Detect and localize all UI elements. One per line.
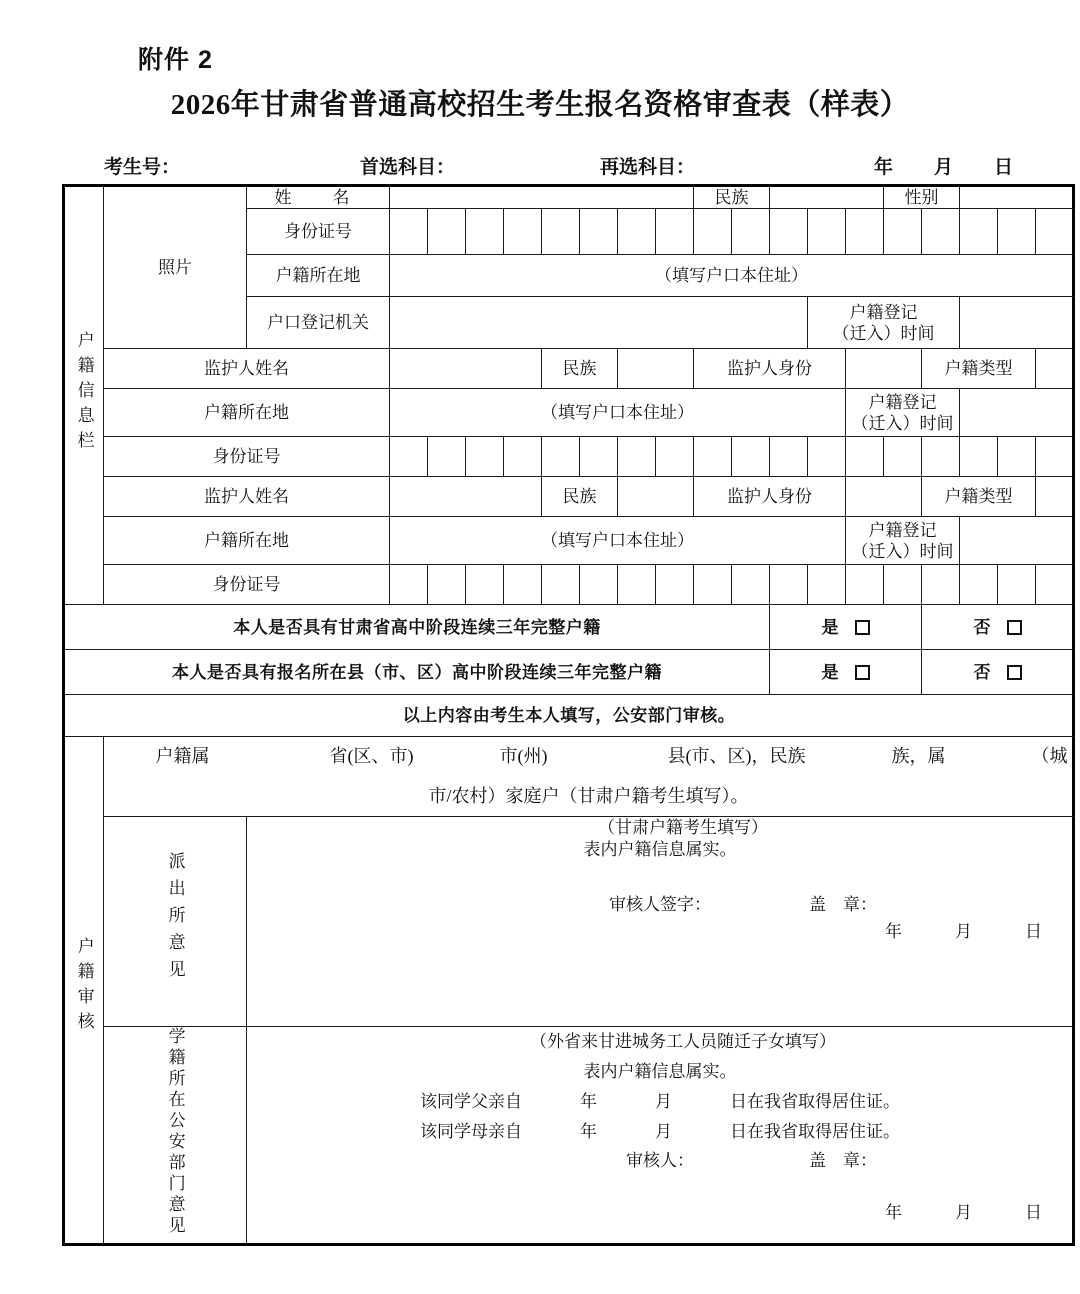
decl-part5: 族，属 — [891, 746, 946, 767]
id-digit-cell[interactable] — [960, 437, 998, 477]
sp-line-3b: 日在我省取得居住证。 — [730, 1091, 901, 1111]
sp-line-1: （外省来甘进城务工人员随迁子女填写） — [530, 1032, 837, 1052]
id-digit-cell[interactable] — [466, 209, 504, 255]
sp-line-2: 表内户籍信息属实。 — [583, 1062, 737, 1082]
guardian1-hukou-type-input[interactable] — [1036, 349, 1074, 389]
sp-line-3-month: 月 — [655, 1091, 673, 1111]
sp-seal-label: 盖 章： — [809, 1151, 877, 1171]
id-digit-cell[interactable] — [998, 565, 1036, 605]
table-row — [64, 389, 1074, 437]
school-police-vertical-label: 学籍所在公安部门意见 — [104, 1027, 247, 1244]
id-digit-cell[interactable] — [428, 565, 466, 605]
id-digit-cell[interactable] — [1036, 437, 1074, 477]
first-subject-label: 首选科目： — [360, 157, 456, 178]
sp-line-4-year: 年 — [580, 1121, 598, 1141]
residence-input[interactable]: （填写户口本住址） — [390, 255, 1074, 297]
id-digit-cell[interactable] — [770, 209, 808, 255]
table-row — [64, 349, 1074, 389]
guardian1-hukou-type-label: 户籍类型 — [922, 349, 1036, 389]
question-1-no[interactable]: 否 — [922, 605, 1074, 650]
guardian1-ethnicity-input[interactable] — [618, 349, 694, 389]
police-station-opinion[interactable] — [247, 817, 1074, 1027]
decl-part2: 省(区、市) — [329, 746, 414, 767]
id-digit-cell[interactable] — [694, 209, 732, 255]
checkbox-icon[interactable] — [1007, 665, 1022, 680]
id-digit-cell[interactable] — [656, 209, 694, 255]
guardian1-id-label: 身份证号 — [104, 437, 390, 477]
second-subject-label: 再选科目： — [600, 157, 696, 178]
id-digit-cell[interactable] — [504, 565, 542, 605]
police-month-label: 月 — [955, 922, 972, 942]
id-digit-cell[interactable] — [580, 565, 618, 605]
qualification-table — [62, 184, 1075, 1246]
id-digit-cell[interactable] — [542, 565, 580, 605]
police-station-vertical-label: 派出所意见 — [104, 817, 247, 1027]
hukou-declaration[interactable] — [104, 737, 1074, 817]
guardian1-identity-label: 监护人身份 — [694, 349, 846, 389]
table-row — [64, 477, 1074, 517]
id-digit-cell[interactable] — [390, 565, 428, 605]
sp-day-label: 日 — [1025, 1203, 1042, 1223]
fill-notice: 以上内容由考生本人填写，公安部门审核。 — [64, 695, 1074, 737]
table-row — [64, 1027, 1074, 1244]
id-digit-cell[interactable] — [542, 209, 580, 255]
police-reviewer-label: 审核人签字： — [609, 894, 712, 914]
id-digit-cell[interactable] — [618, 209, 656, 255]
id-digit-cell[interactable] — [732, 437, 770, 477]
id-digit-cell[interactable] — [390, 209, 428, 255]
household-agency-input[interactable] — [390, 297, 808, 349]
sp-line-3-year: 年 — [580, 1091, 598, 1111]
id-digit-cell[interactable] — [884, 437, 922, 477]
table-row — [64, 186, 1074, 209]
guardian1-registration-time-label: 户籍登记 （迁入）时间 — [846, 389, 960, 437]
registration-time-label: 户籍登记 （迁入）时间 — [808, 297, 960, 349]
table-row — [64, 817, 1074, 1027]
table-row — [64, 650, 1074, 695]
id-digit-cell[interactable] — [466, 565, 504, 605]
id-digit-cell[interactable] — [466, 437, 504, 477]
guardian2-ethnicity-label: 民族 — [542, 477, 618, 517]
checkbox-icon[interactable] — [855, 620, 870, 635]
id-digit-cell[interactable] — [846, 437, 884, 477]
guardian2-identity-label: 监护人身份 — [694, 477, 846, 517]
header-month-label: 月 — [934, 157, 954, 178]
id-number-label: 身份证号 — [247, 209, 390, 255]
id-digit-cell[interactable] — [694, 565, 732, 605]
question-2-yes[interactable]: 是 — [770, 650, 922, 695]
id-digit-cell[interactable] — [922, 437, 960, 477]
table-row — [64, 517, 1074, 565]
id-digit-cell[interactable] — [580, 209, 618, 255]
id-digit-cell[interactable] — [884, 565, 922, 605]
guardian1-residence-input[interactable]: （填写户口本住址） — [390, 389, 846, 437]
guardian2-residence-label: 户籍所在地 — [104, 517, 390, 565]
header-fields — [62, 152, 1018, 178]
guardian1-ethnicity-label: 民族 — [542, 349, 618, 389]
header-year-label: 年 — [874, 157, 894, 178]
guardian2-registration-time-input[interactable] — [960, 517, 1074, 565]
sp-line-4a: 该同学母亲自 — [420, 1121, 523, 1141]
sp-reviewer-label: 审核人： — [626, 1151, 695, 1171]
id-digit-cell[interactable] — [732, 565, 770, 605]
sp-month-label: 月 — [955, 1203, 972, 1223]
table-row — [64, 737, 1074, 817]
id-digit-cell[interactable] — [656, 437, 694, 477]
id-digit-cell[interactable] — [656, 565, 694, 605]
police-year-label: 年 — [885, 922, 902, 942]
guardian1-registration-time-input[interactable] — [960, 389, 1074, 437]
id-digit-cell[interactable] — [1036, 565, 1074, 605]
question-1-label: 本人是否具有甘肃省高中阶段连续三年完整户籍 — [64, 605, 770, 650]
id-digit-cell[interactable] — [542, 437, 580, 477]
id-digit-cell[interactable] — [960, 565, 998, 605]
table-row — [64, 565, 1074, 605]
id-digit-cell[interactable] — [428, 437, 466, 477]
candidate-number-label: 考生号： — [104, 157, 181, 178]
id-digit-cell[interactable] — [922, 209, 960, 255]
id-digit-cell[interactable] — [846, 565, 884, 605]
guardian2-hukou-type-input[interactable] — [1036, 477, 1074, 517]
guardian2-registration-time-label: 户籍登记 （迁入）时间 — [846, 517, 960, 565]
id-digit-cell[interactable] — [694, 437, 732, 477]
guardian2-residence-input[interactable]: （填写户口本住址） — [390, 517, 846, 565]
gender-input[interactable] — [960, 186, 1074, 209]
attachment-number: 附件 2 — [138, 46, 213, 74]
checkbox-icon[interactable] — [855, 665, 870, 680]
decl-part6: （城市/农村）家庭户（甘肃户籍考生填写）。 — [428, 746, 1068, 806]
guardian2-name-input[interactable] — [390, 477, 542, 517]
id-digit-cell[interactable] — [504, 209, 542, 255]
ethnicity-label: 民族 — [694, 186, 770, 209]
guardian2-ethnicity-input[interactable] — [618, 477, 694, 517]
page-title: 2026年甘肃省普通高校招生考生报名资格审查表（样表） — [170, 89, 910, 121]
table-row — [64, 605, 1074, 650]
gender-label: 性别 — [884, 186, 960, 209]
table-row — [64, 437, 1074, 477]
guardian1-residence-label: 户籍所在地 — [104, 389, 390, 437]
decl-part4: 县(市、区)，民族 — [667, 746, 806, 767]
header-day-label: 日 — [994, 157, 1014, 178]
guardian2-name-label: 监护人姓名 — [104, 477, 390, 517]
household-agency-label: 户口登记机关 — [247, 297, 390, 349]
police-line-2: 表内户籍信息属实。 — [583, 839, 737, 859]
guardian1-name-label: 监护人姓名 — [104, 349, 390, 389]
id-digit-cell[interactable] — [580, 437, 618, 477]
id-digit-cell[interactable] — [770, 437, 808, 477]
question-1-yes[interactable]: 是 — [770, 605, 922, 650]
ethnicity-input[interactable] — [770, 186, 884, 209]
sp-line-4-month: 月 — [655, 1121, 673, 1141]
sp-line-3a: 该同学父亲自 — [420, 1091, 523, 1111]
police-seal-label: 盖 章： — [809, 894, 877, 914]
id-digit-cell[interactable] — [884, 209, 922, 255]
sp-line-4b: 日在我省取得居住证。 — [730, 1121, 901, 1141]
name-input[interactable] — [390, 186, 694, 209]
registration-time-input[interactable] — [960, 297, 1074, 349]
id-digit-cell[interactable] — [808, 437, 846, 477]
guardian2-id-label: 身份证号 — [104, 565, 390, 605]
residence-label: 户籍所在地 — [247, 255, 390, 297]
id-digit-cell[interactable] — [846, 209, 884, 255]
id-digit-cell[interactable] — [390, 437, 428, 477]
id-digit-cell[interactable] — [808, 209, 846, 255]
question-2-label: 本人是否具有报名所在县（市、区）高中阶段连续三年完整户籍 — [64, 650, 770, 695]
id-digit-cell[interactable] — [998, 437, 1036, 477]
guardian1-name-input[interactable] — [390, 349, 542, 389]
id-digit-cell[interactable] — [770, 565, 808, 605]
id-digit-cell[interactable] — [1036, 209, 1074, 255]
id-digit-cell[interactable] — [960, 209, 998, 255]
decl-part3: 市(州) — [499, 746, 548, 767]
decl-part1: 户籍属 — [155, 746, 210, 767]
hukou-info-vertical-label: 户籍信息栏 — [64, 186, 104, 605]
id-digit-cell[interactable] — [732, 209, 770, 255]
question-2-no[interactable]: 否 — [922, 650, 1074, 695]
guardian2-identity-input[interactable] — [846, 477, 922, 517]
police-line-1: （甘肃户籍考生填写） — [598, 818, 769, 838]
photo-placeholder[interactable]: 照片 — [104, 186, 247, 349]
id-digit-cell[interactable] — [618, 437, 656, 477]
hukou-review-vertical-label: 户籍审核 — [64, 737, 104, 1244]
id-digit-cell[interactable] — [428, 209, 466, 255]
id-digit-cell[interactable] — [998, 209, 1036, 255]
guardian2-hukou-type-label: 户籍类型 — [922, 477, 1036, 517]
table-row — [64, 695, 1074, 737]
checkbox-icon[interactable] — [1007, 620, 1022, 635]
id-digit-cell[interactable] — [504, 437, 542, 477]
sp-year-label: 年 — [885, 1203, 902, 1223]
police-day-label: 日 — [1025, 922, 1042, 942]
school-police-opinion[interactable] — [247, 1027, 1074, 1244]
name-label: 姓 名 — [247, 186, 390, 209]
guardian1-identity-input[interactable] — [846, 349, 922, 389]
id-digit-cell[interactable] — [808, 565, 846, 605]
id-digit-cell[interactable] — [618, 565, 656, 605]
id-digit-cell[interactable] — [922, 565, 960, 605]
